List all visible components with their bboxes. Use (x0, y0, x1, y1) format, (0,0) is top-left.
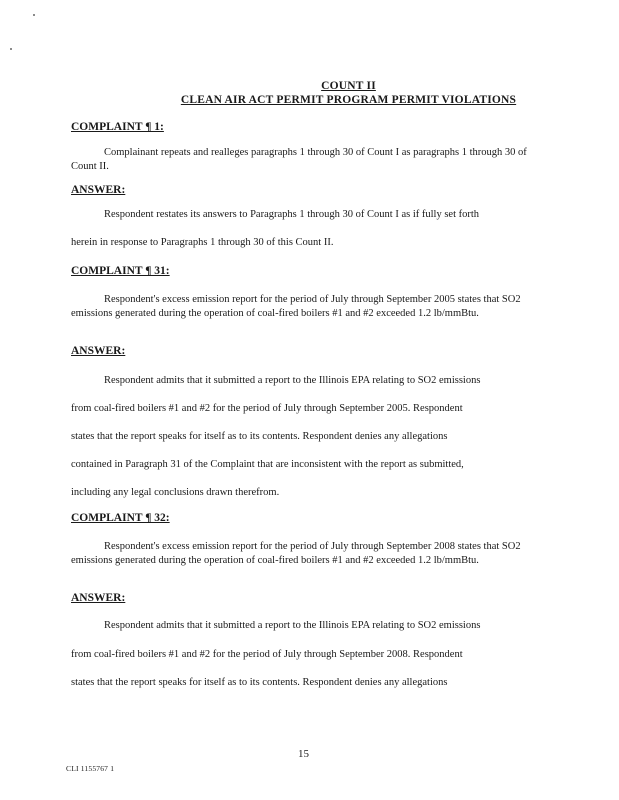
complaint-32-heading: COMPLAINT ¶ 32: (71, 512, 170, 524)
answer-31-line: states that the report speaks for itself as to its contents. Respondent denies any allegations (71, 431, 448, 442)
page-number: 15 (298, 748, 309, 760)
answer-32-line: from coal-fired boilers #1 and #2 for the period of July through September 2008. Respondent (71, 649, 463, 660)
answer-31-line: from coal-fired boilers #1 and #2 for the period of July through September 2005. Respondent (71, 403, 463, 414)
answer-1-heading: ANSWER: (71, 184, 126, 196)
scan-speck (33, 14, 35, 16)
answer-31-line: contained in Paragraph 31 of the Complaint that are inconsistent with the report as submitted, (71, 459, 464, 470)
count-subtitle: CLEAN AIR ACT PERMIT PROGRAM PERMIT VIOLATIONS (180, 94, 517, 106)
answer-1-line: herein in response to Paragraphs 1 through 30 of this Count II. (71, 237, 334, 248)
complaint-32-text: Respondent's excess emission report for the period of July through September 2008 states that SO2 emissions generated during the operation of coal-fired boilers #1 and #2 exceeded 1.2 lb/mmBtu. (71, 541, 521, 566)
complaint-1-heading: COMPLAINT ¶ 1: (71, 121, 164, 133)
complaint-31-text: Respondent's excess emission report for the period of July through September 2005 states that SO2 emissions generated during the operation of coal-fired boilers #1 and #2 exceeded 1.2 lb/mmBtu. (71, 294, 521, 319)
footer-doc-id: CLI 1155767 1 (66, 764, 115, 773)
scan-speck (10, 48, 12, 50)
answer-1-line: Respondent restates its answers to Paragraphs 1 through 30 of Count I as if fully set forth (104, 209, 480, 220)
complaint-31-heading: COMPLAINT ¶ 31: (71, 265, 170, 277)
answer-31-line: Respondent admits that it submitted a report to the Illinois EPA relating to SO2 emissions (104, 375, 481, 386)
answer-32-heading: ANSWER: (71, 592, 126, 604)
answer-31-heading: ANSWER: (71, 345, 126, 357)
count-title: COUNT II (321, 80, 376, 92)
complaint-1-text: Complainant repeats and realleges paragraphs 1 through 30 of Count I as paragraphs 1 through 30 of Count II. (71, 147, 527, 172)
answer-31-line: including any legal conclusions drawn therefrom. (71, 487, 280, 498)
answer-32-line: states that the report speaks for itself as to its contents. Respondent denies any allegations (71, 677, 448, 688)
answer-32-line: Respondent admits that it submitted a report to the Illinois EPA relating to SO2 emissions (104, 620, 481, 631)
